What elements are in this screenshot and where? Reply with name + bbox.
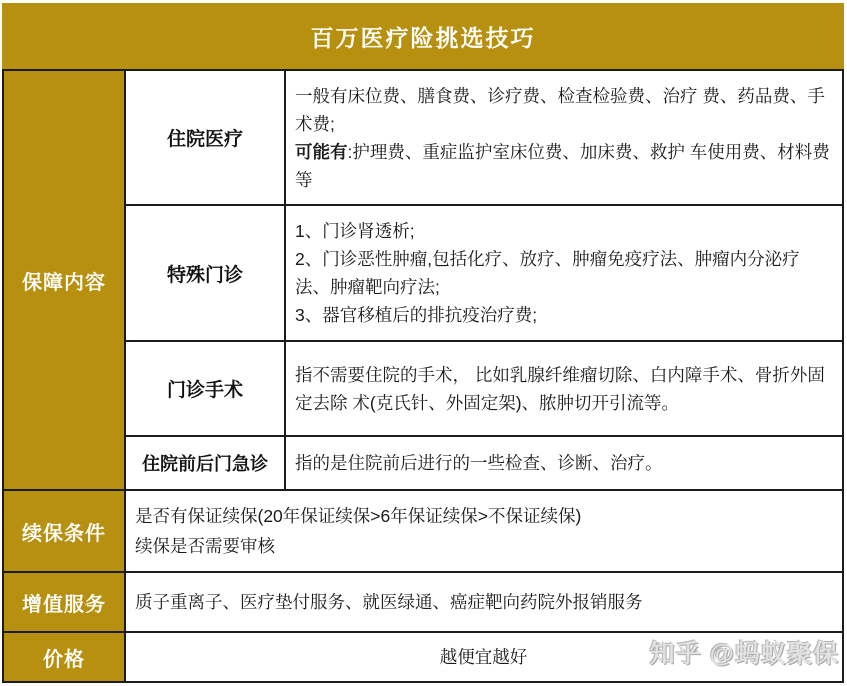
text-line: 2、门诊恶性肿瘤,包括化疗、放疗、肿瘤免疫疗法、肿瘤内分泌疗法、肿瘤靶向疗法; [295,249,800,297]
text-line: 越便宜越好 [439,647,528,667]
cell-price-content [126,633,842,681]
table-body [2,69,844,683]
cell-services-content [126,573,842,631]
text-line: 指不需要住院的手术， 比如乳腺纤维瘤切除、白内障手术、骨折外固定去除 术(克氏针、外固定架)、脓肿切开引流等。 [295,364,825,413]
cell-renewal-content [126,491,842,571]
row-label-special-outpatient: 特殊门诊 [126,206,286,340]
text-line: 一般有床位费、膳食费、诊疗费、检查检验费、治疗 费、药品费、手术费; [295,85,825,134]
text-line: 1、门诊肾透析; [295,221,415,241]
cell-hospitalization-content [286,71,842,204]
section-guarantee [4,71,842,491]
row-label-renewal: 续保条件 [4,491,126,571]
cell-special-outpatient-content [286,206,842,340]
text-line [295,138,832,194]
table-row [126,437,842,489]
text-line: 指的是住院前后进行的一些检查、诊断、治疗。 [295,453,663,473]
insurance-tips-table [2,3,844,683]
zhihu-watermark: 知乎 @蚂蚁聚保 [649,640,839,668]
table-row [126,206,842,342]
table-row [126,342,842,437]
text-line: 3、器官移植后的排抗疫治疗费; [295,305,538,325]
text-line: 质子重离子、医疗垫付服务、就医绿通、癌症靶向药院外报销服务 [135,592,643,612]
guarantee-subrows [126,71,842,489]
row-label-guarantee: 保障内容 [4,71,126,489]
table-row-services [4,573,842,633]
text-line: 是否有保证续保(20年保证续保>6年保证续保>不保证续保) [135,506,582,526]
row-label-hospitalization: 住院医疗 [126,71,286,204]
bold-possible-label: 可能有 [295,141,348,162]
table-row-price [4,633,842,681]
row-label-services: 增值服务 [4,573,126,631]
cell-pre-post-hospital-content [286,437,842,489]
row-label-price: 价格 [4,633,126,681]
table-row-renewal [4,491,842,573]
cell-outpatient-surgery-content [286,342,842,435]
text-rest: :护理费、重症监护室床位费、加床费、救护 车使用费、材料费等 [295,141,830,190]
table-row [126,71,842,206]
text-line: 续保是否需要审核 [135,536,275,556]
row-label-pre-post-hospital: 住院前后门急诊 [126,437,286,489]
page-title: 百万医疗险挑选技巧 [2,3,844,69]
row-label-outpatient-surgery: 门诊手术 [126,342,286,435]
